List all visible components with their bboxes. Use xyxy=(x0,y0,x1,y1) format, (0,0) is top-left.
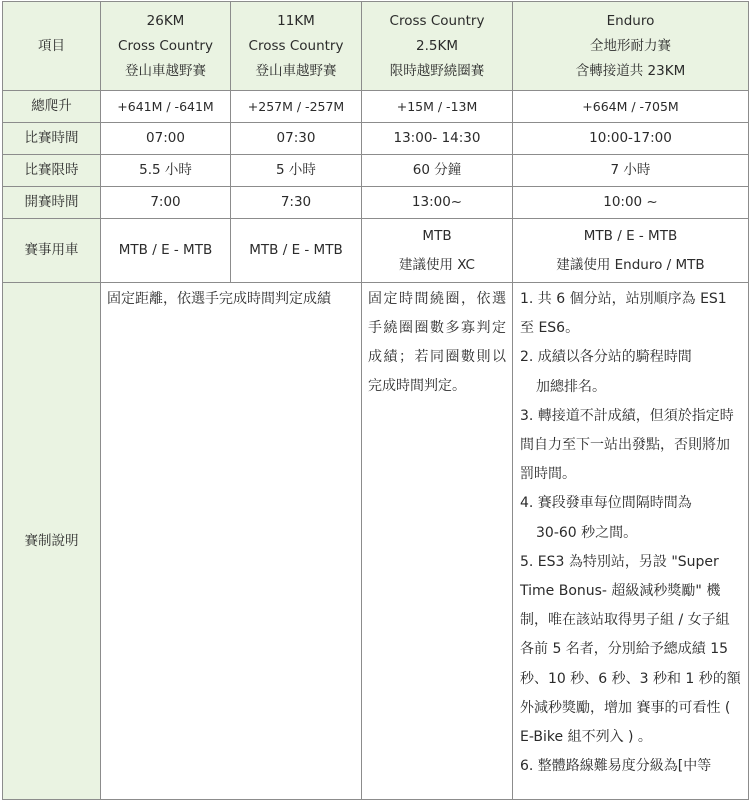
bike-xc-loop-line2: 建議使用 XC xyxy=(399,256,475,273)
start-time-11km: 7:30 xyxy=(231,187,362,219)
header-col-enduro-line1: Enduro xyxy=(606,12,655,29)
bike-26km: MTB / E - MTB xyxy=(101,219,231,283)
header-col-26km xyxy=(101,2,231,91)
header-col-enduro-line3: 含轉接道共 23KM xyxy=(575,62,686,79)
race-time-label: 比賽時間 xyxy=(3,123,101,155)
header-item-cell xyxy=(3,2,101,91)
header-col-xc-loop-line2: 2.5KM xyxy=(416,37,458,54)
rules-label: 賽制說明 xyxy=(3,283,101,800)
climb-11km: +257M / -257M xyxy=(231,91,362,123)
time-limit-row xyxy=(3,155,749,187)
header-col-11km-line3: 登山車越野賽 xyxy=(255,62,337,79)
bike-xc-loop xyxy=(362,219,513,283)
header-col-xc-loop xyxy=(362,2,513,91)
climb-xc-loop: +15M / -13M xyxy=(362,91,513,123)
header-col-26km-line1: 26KM xyxy=(146,12,185,29)
race-time-xc-loop: 13:00- 14:30 xyxy=(362,123,513,155)
header-col-26km-line2: Cross Country xyxy=(118,37,213,54)
climb-enduro: +664M / -705M xyxy=(513,91,749,123)
rules-enduro-item-6: 6. 整體路線難易度分級為[中等 xyxy=(520,758,712,775)
start-time-enduro: 10:00 ~ xyxy=(513,187,749,219)
rules-enduro-item-2-cont: 加總排名。 xyxy=(536,378,606,395)
bike-enduro xyxy=(513,219,749,283)
climb-26km: +641M / -641M xyxy=(101,91,231,123)
header-col-xc-loop-line3: 限時越野繞圈賽 xyxy=(389,62,485,79)
header-col-enduro xyxy=(513,2,749,91)
rules-enduro-list xyxy=(513,283,748,781)
header-item-label: 項目 xyxy=(38,37,65,54)
race-time-row xyxy=(3,123,749,155)
header-col-26km-line3: 登山車越野賽 xyxy=(125,62,206,79)
start-time-xc-loop: 13:00~ xyxy=(362,187,513,219)
time-limit-11km: 5 小時 xyxy=(231,155,362,187)
climb-row xyxy=(3,91,749,123)
race-time-26km: 07:00 xyxy=(101,123,231,155)
time-limit-label: 比賽限時 xyxy=(3,155,101,187)
rules-enduro-item-1: 1. 共 6 個分站，站別順序為 ES1 至 ES6。 xyxy=(520,291,727,337)
bike-enduro-line2: 建議使用 Enduro / MTB xyxy=(556,256,705,273)
header-col-11km-line2: Cross Country xyxy=(248,37,344,54)
rules-xc-loop xyxy=(362,283,513,800)
race-time-11km: 07:30 xyxy=(231,123,362,155)
bike-11km: MTB / E - MTB xyxy=(231,219,362,283)
rules-enduro-item-5: 5. ES3 為特別站，另設 "Super Time Bonus- 超級減秒獎勵" 機制，唯在該站取得男子組 / 女子組各前 5 名者，分別給予總成績 15 秒、10 秒、6 秒、3 秒和 1 秒的額外減秒獎勵，增加 賽事的可看性 ( E-Bike 組不列入 ) 。 xyxy=(520,553,741,746)
start-time-row xyxy=(3,187,749,219)
rules-distance-text: 固定距離，依選手完成時間判定成績 xyxy=(107,291,331,307)
start-time-label: 開賽時間 xyxy=(3,187,101,219)
rules-enduro-item-4-cont: 30-60 秒之間。 xyxy=(536,524,638,541)
time-limit-26km: 5.5 小時 xyxy=(101,155,231,187)
header-row xyxy=(3,2,749,91)
rules-distance-events xyxy=(101,283,362,800)
start-time-26km: 7:00 xyxy=(101,187,231,219)
rules-enduro-item-4: 4. 賽段發車每位間隔時間為 xyxy=(520,495,692,512)
race-time-enduro: 10:00-17:00 xyxy=(513,123,749,155)
bike-enduro-line1: MTB / E - MTB xyxy=(583,227,678,244)
rules-row xyxy=(3,283,749,800)
rules-enduro-item-2: 2. 成績以各分站的騎程時間 xyxy=(520,349,692,366)
rules-enduro-item-3: 3. 轉接道不計成績，但須於指定時間自力至下一站出發點，否則將加罰時間。 xyxy=(520,407,734,483)
header-col-11km xyxy=(231,2,362,91)
time-limit-xc-loop: 60 分鐘 xyxy=(362,155,513,187)
bike-row xyxy=(3,219,749,283)
rules-enduro xyxy=(513,283,749,800)
bike-xc-loop-line1: MTB xyxy=(422,227,452,244)
header-col-xc-loop-line1: Cross Country xyxy=(389,12,485,29)
time-limit-enduro: 7 小時 xyxy=(513,155,749,187)
header-col-enduro-line2: 全地形耐力賽 xyxy=(590,37,671,54)
header-col-11km-line1: 11KM xyxy=(277,12,315,29)
bike-label: 賽事用車 xyxy=(3,219,101,283)
race-info-table xyxy=(2,1,749,800)
rules-xc-loop-text: 固定時間繞圈，依選手繞圈圈數多寡判定成績；若同圈數則以完成時間判定。 xyxy=(368,291,506,394)
climb-label: 總爬升 xyxy=(3,91,101,123)
